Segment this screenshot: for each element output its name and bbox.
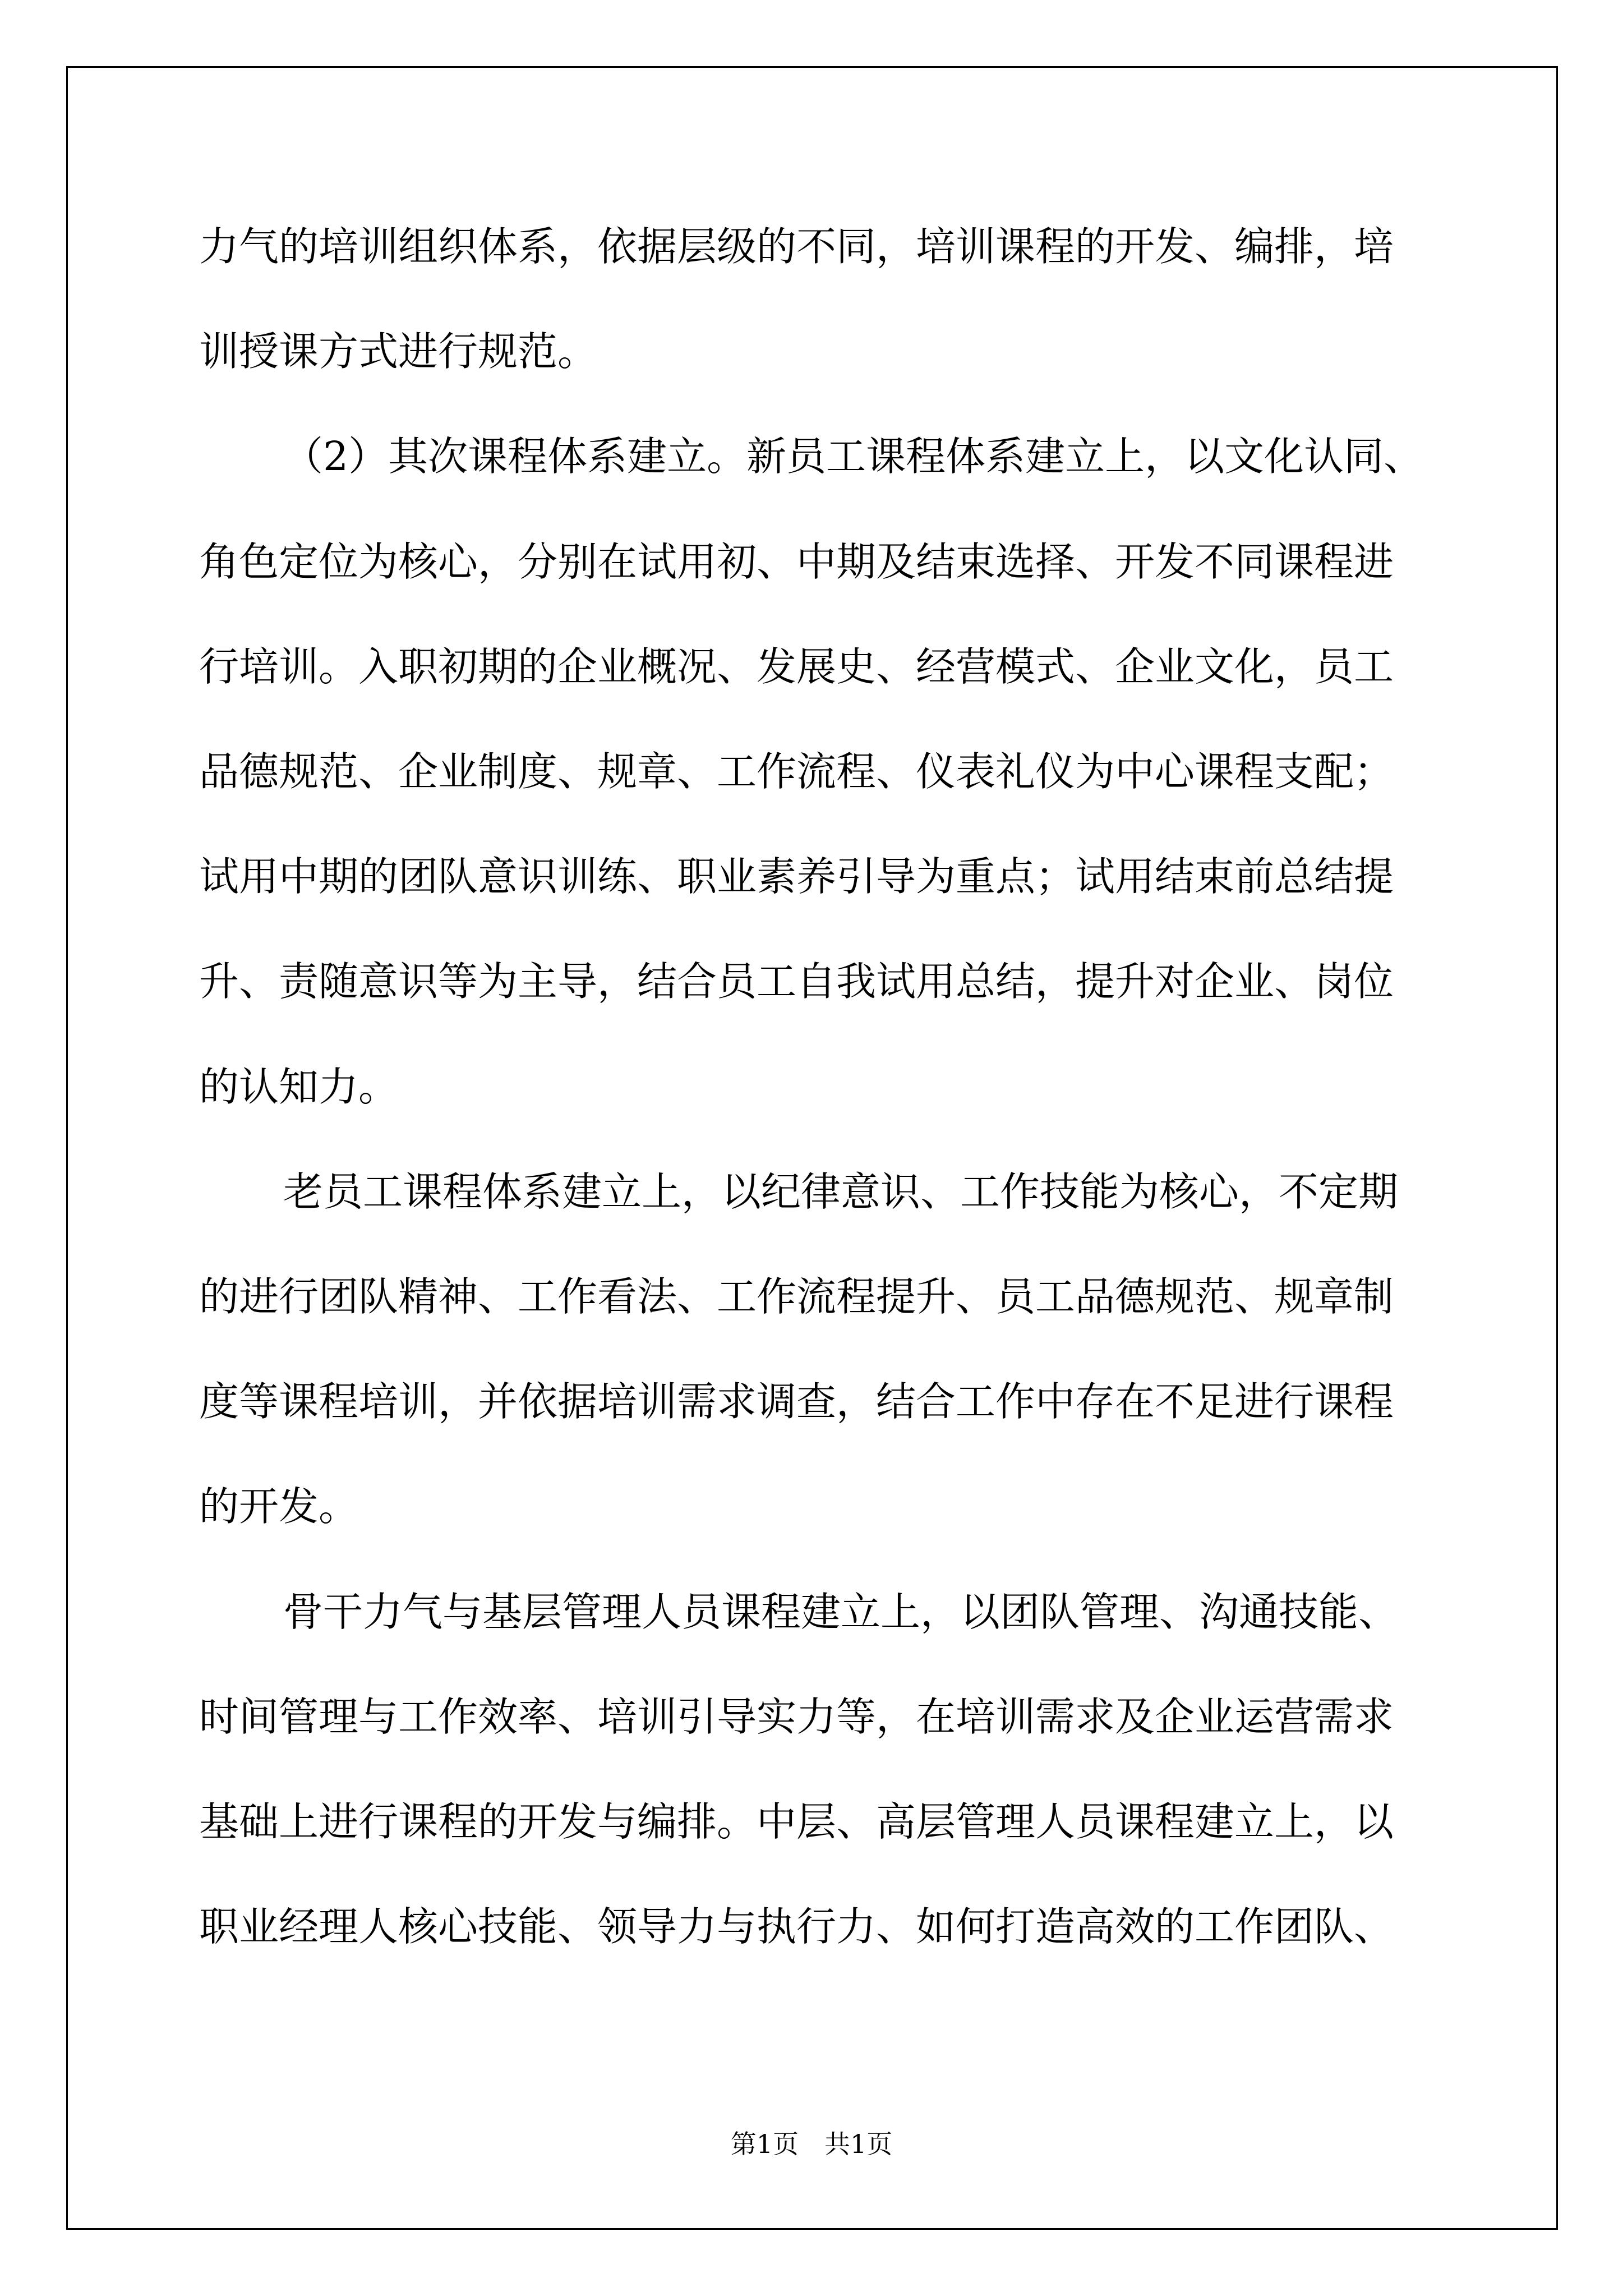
text-line: 的进行团队精神、工作看法、工作流程提升、员工品德规范、规章制: [199, 1273, 1394, 1320]
text-line: 的开发。: [199, 1483, 359, 1530]
text-line: 度等课程培训，并依据培训需求调查，结合工作中存在不足进行课程: [199, 1378, 1394, 1425]
text-line: 品德规范、企业制度、规章、工作流程、仪表礼仪为中心课程支配；: [199, 748, 1394, 795]
text-line: 试用中期的团队意识训练、职业素养引导为重点；试用结束前总结提: [199, 853, 1394, 900]
text-line: 职业经理人核心技能、领导力与执行力、如何打造高效的工作团队、: [199, 1903, 1394, 1950]
text-line: （2）其次课程体系建立。新员工课程体系建立上，以文化认同、: [283, 433, 1424, 480]
text-line: 角色定位为核心，分别在试用初、中期及结束选择、开发不同课程进: [199, 539, 1394, 585]
text-line: 骨干力气与基层管理人员课程建立上，以团队管理、沟通技能、: [283, 1589, 1399, 1635]
text-line: 升、责随意识等为主导，结合员工自我试用总结，提升对企业、岗位: [199, 958, 1394, 1005]
text-line: 训授课方式进行规范。: [199, 328, 598, 375]
page-footer: 第1页 共1页: [730, 2129, 893, 2159]
text-line: 老员工课程体系建立上，以纪律意识、工作技能为核心，不定期: [283, 1168, 1399, 1215]
text-line: 基础上进行课程的开发与编排。中层、高层管理人员课程建立上，以: [199, 1798, 1394, 1845]
text-line: 行培训。入职初期的企业概况、发展史、经营模式、企业文化，员工: [199, 643, 1394, 690]
text-line: 力气的培训组织体系，依据层级的不同，培训课程的开发、编排，培: [199, 223, 1394, 270]
text-line: 的认知力。: [199, 1064, 399, 1110]
text-line: 时间管理与工作效率、培训引导实力等，在培训需求及企业运营需求: [199, 1694, 1394, 1740]
